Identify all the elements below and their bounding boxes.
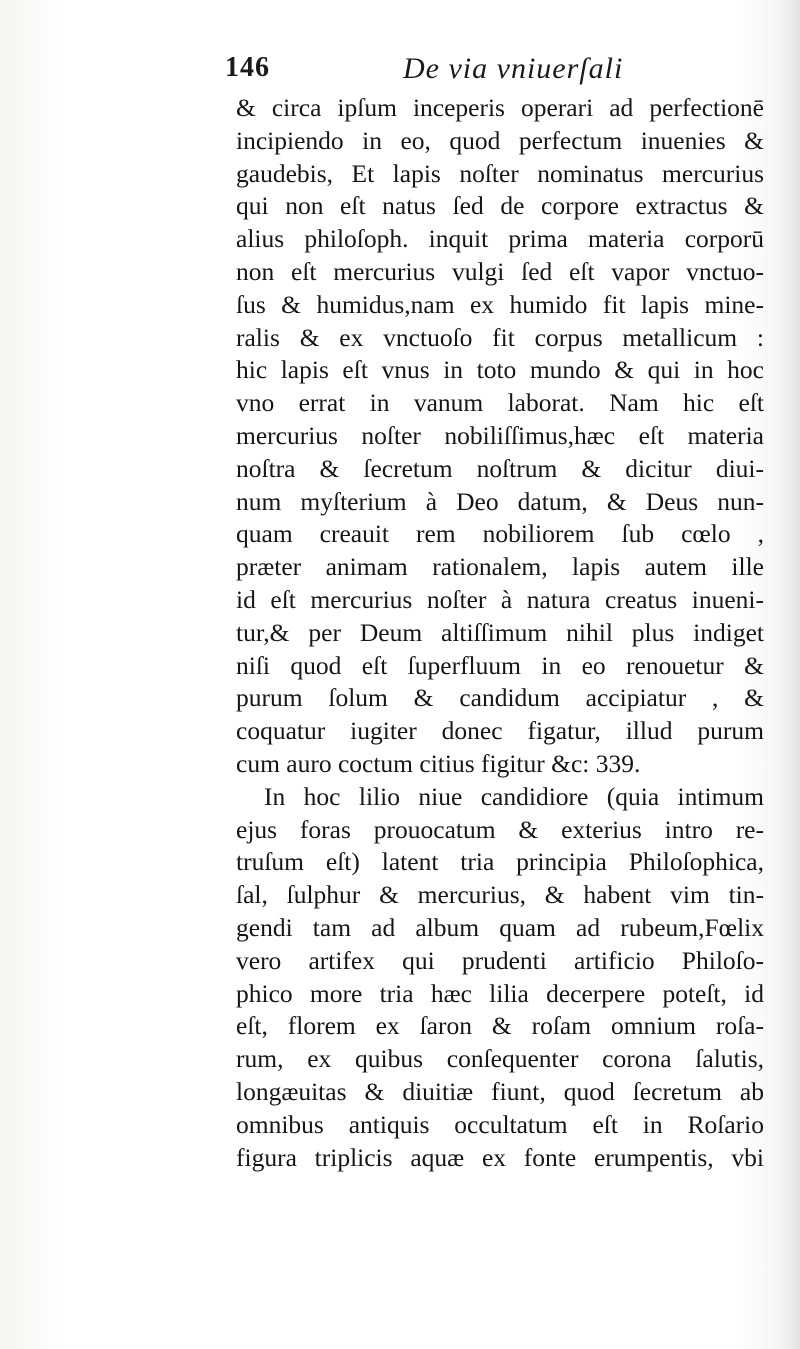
text-line: niſi quod eſt ſuperfluum in eo renouetur & xyxy=(236,650,764,680)
text-line: alius philoſoph. inquit prima materia corporū xyxy=(236,224,764,254)
text-line: gaudebis, Et lapis noſter nominatus mercurius xyxy=(236,158,764,188)
text-line: ſal, ſulphur & mercurius, & habent vim tin- xyxy=(236,880,764,910)
page-number: 146 xyxy=(225,52,270,83)
text-line: præter animam rationalem, lapis autem ille xyxy=(236,552,764,582)
text-line: longæuitas & diuitiæ fiunt, quod ſecretum ab xyxy=(236,1076,764,1106)
text-line: vero artifex qui prudenti artificio Philoſo- xyxy=(236,945,764,975)
text-line: quam creauit rem nobiliorem ſub cœlo , xyxy=(236,519,764,549)
text-line: num myſterium à Deo datum, & Deus nun- xyxy=(236,486,764,516)
text-line: & circa ipſum inceperis operari ad perfectionē xyxy=(236,93,764,122)
text-line: figura triplicis aquæ ex fonte erumpentis, vbi xyxy=(236,1142,764,1172)
text-line: phico more tria hæc lilia decerpere poteſt, id xyxy=(236,978,764,1008)
text-line: ſus & humidus,nam ex humido fit lapis mine- xyxy=(236,289,764,319)
text-line: hic lapis eſt vnus in toto mundo & qui in hoc xyxy=(236,355,764,385)
page-edge-shadow xyxy=(778,0,800,1349)
text-line: eſt, florem ex ſaron & roſam omnium roſa- xyxy=(236,1011,764,1041)
text-line: cum auro coctum citius figitur &c: 339. xyxy=(236,748,641,778)
text-line: gendi tam ad album quam ad rubeum,Fœlix xyxy=(236,912,764,942)
page-header xyxy=(225,52,785,92)
text-line: ralis & ex vnctuoſo fit corpus metallicum : xyxy=(236,322,764,352)
text-line: non eſt mercurius vulgi ſed eſt vapor vnctuo- xyxy=(236,256,764,286)
text-line: tur,& per Deum altiſſimum nihil plus indiget xyxy=(236,617,764,647)
text-line: vno errat in vanum laborat. Nam hic eſt xyxy=(236,388,764,418)
text-line: id eſt mercurius noſter à natura creatus inueni- xyxy=(236,584,764,614)
text-line: coquatur iugiter donec figatur, illud purum xyxy=(236,716,764,746)
text-line: ejus foras prouocatum & exterius intro re- xyxy=(236,814,764,844)
text-line: purum ſolum & candidum accipiatur , & xyxy=(236,683,764,713)
text-line: rum, ex quibus conſequenter corona ſalutis, xyxy=(236,1044,764,1074)
body-text xyxy=(236,92,764,1174)
text-line: noſtra & ſecretum noſtrum & dicitur diui- xyxy=(236,453,764,483)
text-line: In hoc lilio niue candidiore (quia intimum xyxy=(264,781,764,811)
text-line: mercurius noſter nobiliſſimus,hæc eſt materia xyxy=(236,420,764,450)
text-line: truſum eſt) latent tria principia Philoſophica, xyxy=(236,847,764,877)
text-line: qui non eſt natus ſed de corpore extractus & xyxy=(236,191,764,221)
text-line: omnibus antiquis occultatum eſt in Roſario xyxy=(236,1109,764,1139)
text-line: incipiendo in eo, quod perfectum inuenies & xyxy=(236,125,764,155)
running-title: De via vniuerſali xyxy=(403,52,624,85)
